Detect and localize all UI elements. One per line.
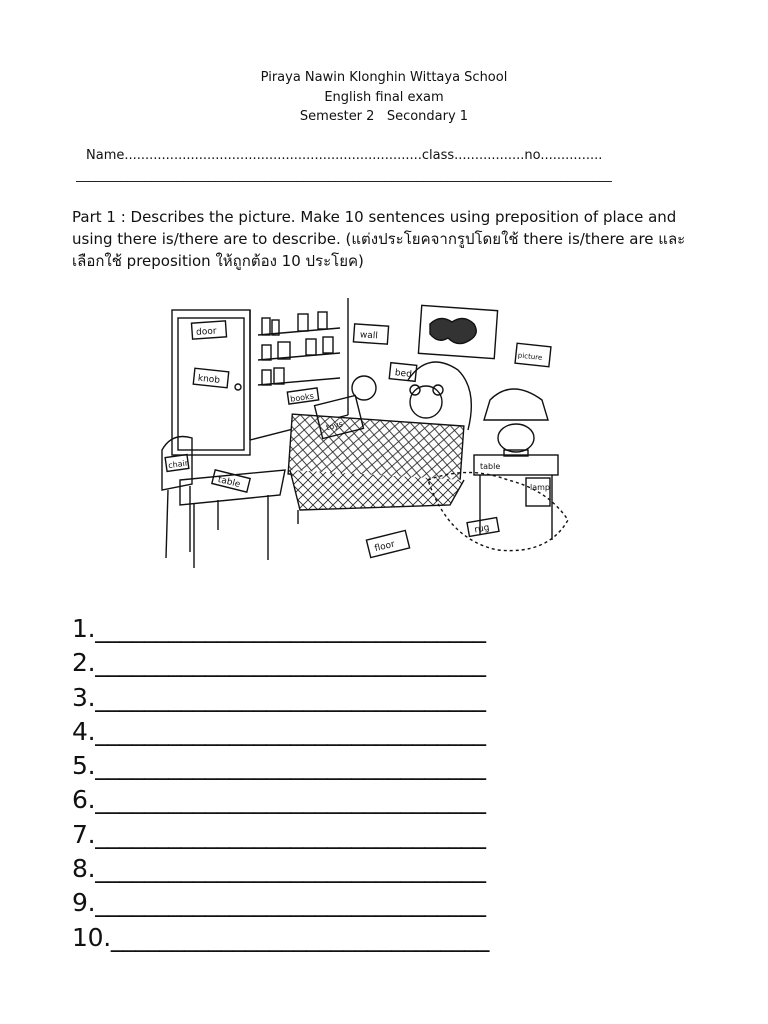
part1-instruction: Part 1 : Describes the picture. Make 10 sentences using preposition of place and using there is/there are to describe. (แต่งประโยคจากรูปโดยใช้ there is/there are และเลือกใช้ preposition ให้ถูกต้อง 10 ประโยค) [72, 208, 686, 270]
bookshelf [258, 312, 340, 404]
answer-line-9[interactable]: 9.________________________________ [72, 888, 486, 918]
bedroom-illustration [158, 290, 578, 580]
label-wall: wall [359, 330, 379, 342]
answer-lines [72, 612, 489, 955]
door-knob [235, 384, 241, 390]
label-bed: bed [394, 368, 413, 380]
answer-line-1[interactable]: 1.________________________________ [72, 614, 486, 643]
label-door: door [195, 326, 217, 338]
label-picture: picture [517, 351, 543, 362]
answer-line-10[interactable]: 10._______________________________ [72, 922, 490, 952]
answer-line-8[interactable]: 8.________________________________ [72, 854, 486, 884]
label-table-1: table [216, 474, 242, 491]
answer-line-2[interactable]: 2.________________________________ [72, 648, 486, 678]
bed [288, 362, 471, 524]
exam-title: English final exam [324, 89, 444, 105]
semester-line: Semester 2 Secondary 1 [299, 109, 469, 124]
answer-line-6[interactable]: 6.________________________________ [72, 785, 486, 815]
label-lamp: lamp [530, 483, 550, 492]
exam-header [0, 68, 768, 127]
answer-line-4[interactable]: 4.________________________________ [72, 716, 486, 746]
label-floor: floor [373, 539, 396, 555]
answer-line-3[interactable]: 3.________________________________ [72, 682, 486, 712]
label-rug: rug [473, 522, 491, 536]
label-books: books [289, 391, 315, 404]
label-toys: toys [325, 419, 344, 433]
label-chair: chair [167, 458, 189, 471]
label-table-2: table [480, 462, 501, 471]
school-name: Piraya Nawin Klonghin Wittaya School [260, 70, 508, 85]
label-knob: knob [197, 373, 221, 386]
answer-line-7[interactable]: 7.________________________________ [72, 819, 486, 849]
student-info-line: Name........................................................................class.................no............... [86, 148, 603, 163]
divider-line: _____________________________________________________________________________________ [76, 168, 612, 183]
answer-line-5[interactable]: 5.________________________________ [72, 751, 486, 781]
lamp [484, 389, 548, 456]
